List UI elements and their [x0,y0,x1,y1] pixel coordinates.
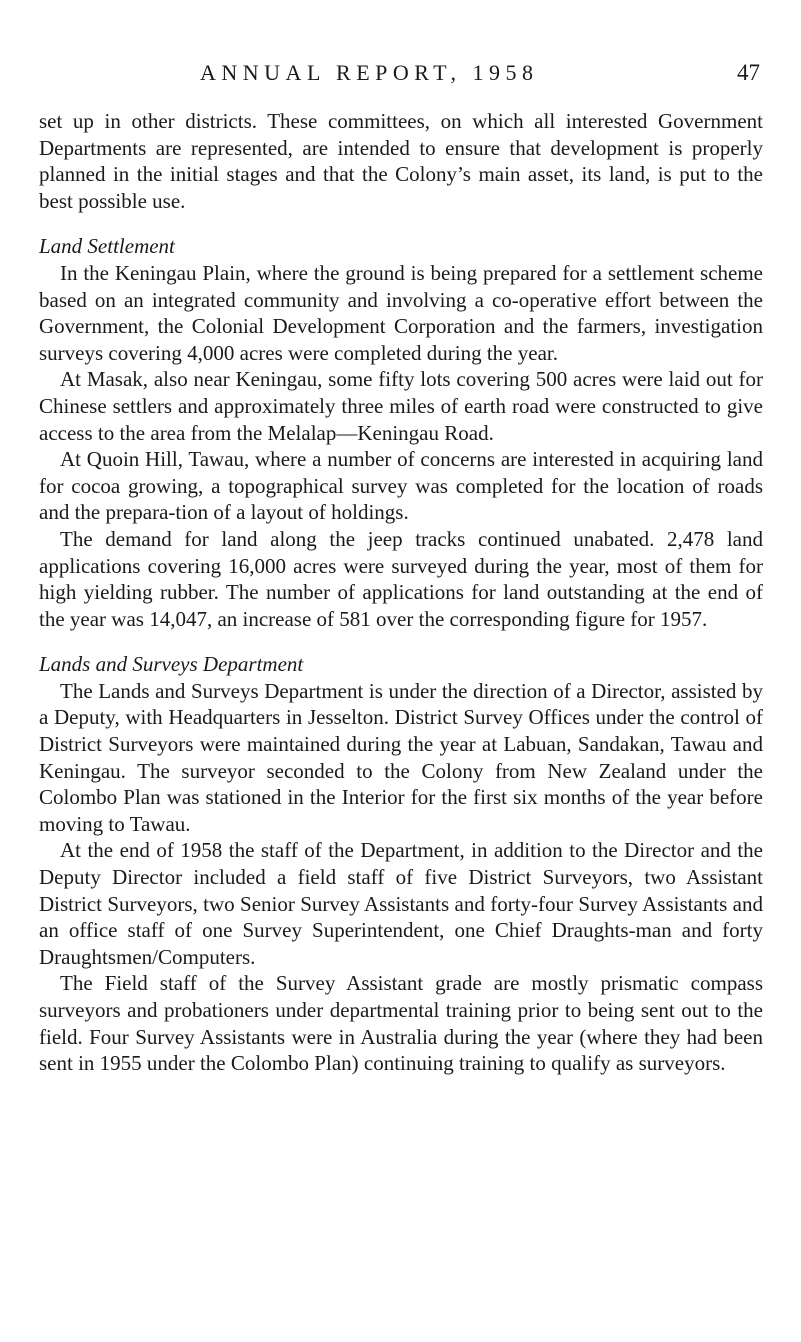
paragraph: At Masak, also near Keningau, some fifty lots covering 500 acres were laid out for Chinese settlers and approximately three miles of earth road were constructed to give access to the area from the Melalap—Keningau Road. [39,367,763,445]
paragraph: The Lands and Surveys Department is under the direction of a Director, assisted by a Deputy, with Headquarters in Jesselton. District Survey Offices under the control of District Surveyors were maintained during the year at Labuan, Sandakan, Tawau and Keningau. The surveyor seconded to the Colony from New Zealand under the Colombo Plan was stationed in the Interior for the first six months of the year before moving to Tawau. [39,678,763,836]
intro-paragraph: set up in other districts. These committees, on which all interested Government Departments are represented, are intended to ensure that development is properly planned in the initial stages and that the Colony’s main asset, its land, is put to the best possible use. [39,109,763,213]
paragraph: The demand for land along the jeep tracks continued unabated. 2,478 land applications covering 16,000 acres were surveyed during the year, most of them for high yielding rubber. The number of applications for land outstanding at the end of the year was 14,047, an increase of 581 over the corresponding figure for 1957. [39,526,763,631]
running-head [200,58,760,88]
paragraph: In the Keningau Plain, where the ground is being prepared for a settlement scheme based on an integrated community and involving a co-operative effort between the Government, the Colonial Development Corporation and the farmers, investigation surveys covering 4,000 acres were completed during the year. [39,260,763,365]
section-heading-lands-and-surveys: Lands and Surveys Department [39,652,304,677]
page-number: 47 [737,60,760,85]
paragraph: At Quoin Hill, Tawau, where a number of concerns are interested in acquiring land for cocoa growing, a topographical survey was completed for the location of roads and the prepara-tion of a layout of holdings. [39,447,763,525]
running-title: ANNUAL REPORT, 1958 [200,60,539,85]
body-text [39,108,763,1077]
paragraph: The Field staff of the Survey Assistant grade are mostly prismatic compass surveyors and probationers under departmental training prior to being sent out to the field. Four Survey Assistants were in Australia during the year (where they had been sent in 1955 under the Colombo Plan) continuing training to qualify as surveyors. [39,971,763,1076]
paragraph: At the end of 1958 the staff of the Department, in addition to the Director and the Deputy Director included a field staff of five District Surveyors, two Assistant District Surveyors, two Senior Survey Assistants and forty-four Survey Assistants and an office staff of one Survey Superintendent, one Chief Draughts-man and forty Draughtsmen/Computers. [39,838,763,969]
section-heading-land-settlement: Land Settlement [39,234,175,259]
